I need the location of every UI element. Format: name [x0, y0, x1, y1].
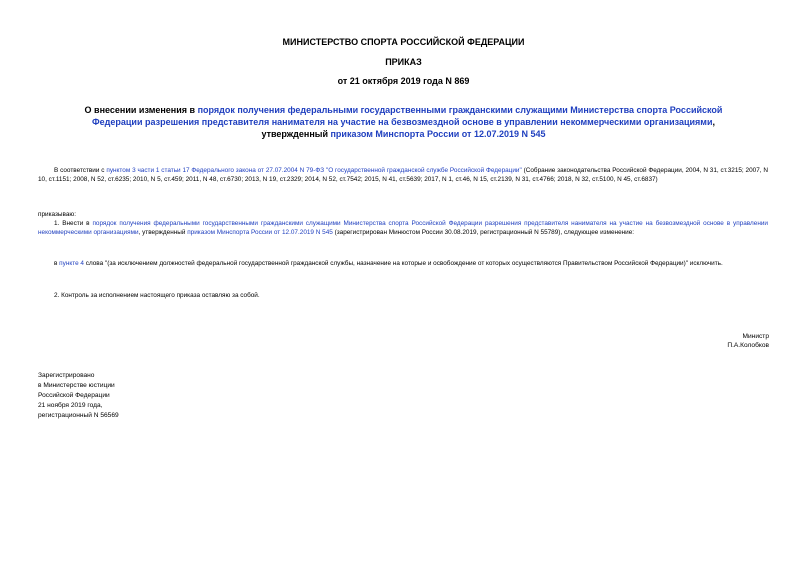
registration-block — [38, 371, 119, 421]
signature-name: П.А.Колобков — [727, 342, 769, 350]
item-1-text: , утвержденный — [138, 229, 188, 237]
change-text: в — [54, 260, 60, 267]
order-word: приказываю: — [38, 211, 76, 218]
registration-line: Зарегистрировано — [38, 372, 95, 379]
preamble-text: В соответствии с — [54, 167, 107, 174]
date-number-heading: от 21 октября 2019 года N 869 — [337, 76, 470, 86]
registration-line: в Министерстве юстиции — [38, 382, 115, 389]
item-1-text: (зарегистрирован Минюстом России 30.08.2019, регистрационный N 55789), следующее изменение: — [332, 229, 635, 237]
preamble-link-law-79fz[interactable]: пунктом 3 части 1 статьи 17 Федерального закона от 27.07.2004 N 79-ФЗ "О государственной гражданской службе Российской Федерации" — [106, 167, 522, 174]
item-2-paragraph: 2. Контроль за исполнением настоящего приказа оставляю за собой. — [54, 292, 260, 299]
document-title — [60, 104, 747, 140]
change-link-point-4[interactable]: пункте 4 — [59, 260, 84, 267]
signature-block — [727, 332, 769, 351]
item-1-paragraph — [38, 219, 768, 238]
signature-position: Министр — [742, 333, 769, 340]
registration-line: Российской Федерации — [38, 392, 110, 399]
preamble-paragraph — [38, 166, 768, 185]
title-link-order-545[interactable]: приказом Минспорта России от 12.07.2019 N 545 — [330, 129, 546, 139]
item-1-link-order-545[interactable]: приказом Минспорта России от 12.07.2019 N 545 — [187, 229, 333, 237]
title-link-procedure[interactable]: порядок получения федеральными государственными гражданскими служащими Министерства спорта Российской Федерации разрешения представителя нанимателя на участие на безвозмездной основе в управлении некоммерческими организациями — [91, 105, 723, 127]
title-text: , утвержденный — [261, 117, 715, 139]
item-1-link-procedure[interactable]: порядок получения федеральными государственными гражданскими служащими Министерства спорта Российской Федерации разрешения представителя нанимателя на участие на безвозмездной основе в управлении некоммерческими организациями — [38, 220, 768, 237]
title-text: О внесении изменения в — [84, 105, 198, 115]
doc-type-heading: ПРИКАЗ — [385, 57, 422, 67]
change-text: слова "(за исключением должностей федеральной государственной гражданской службы, назначение на которые и освобождение от которых осуществляются Правительством Российской Федерации)" исключить. — [83, 260, 723, 267]
registration-line: регистрационный N 56569 — [38, 412, 119, 419]
item-1-text: 1. Внести в — [54, 220, 93, 227]
change-paragraph — [38, 259, 768, 268]
preamble-text: (Собрание законодательства Российской Федерации, 2004, N 31, ст.3215; 2007, N 10, ст.1151; 2008, N 52, ст.6235; 2010, N 5, ст.459; 2011, N 48, ст.6730; 2013, N 19, ст.2329; 2014, N 52, ст.7542; 2015, N 41, ст.5639; 2017, N 1, ст.46, N 15, ст.2139, N 31, ст.4766; 2018, N 32, ст.5100, N 45, ст.6837) — [38, 167, 769, 184]
registration-line: 21 ноября 2019 года, — [38, 402, 103, 409]
ministry-heading: МИНИСТЕРСТВО СПОРТА РОССИЙСКОЙ ФЕДЕРАЦИИ — [282, 37, 525, 47]
